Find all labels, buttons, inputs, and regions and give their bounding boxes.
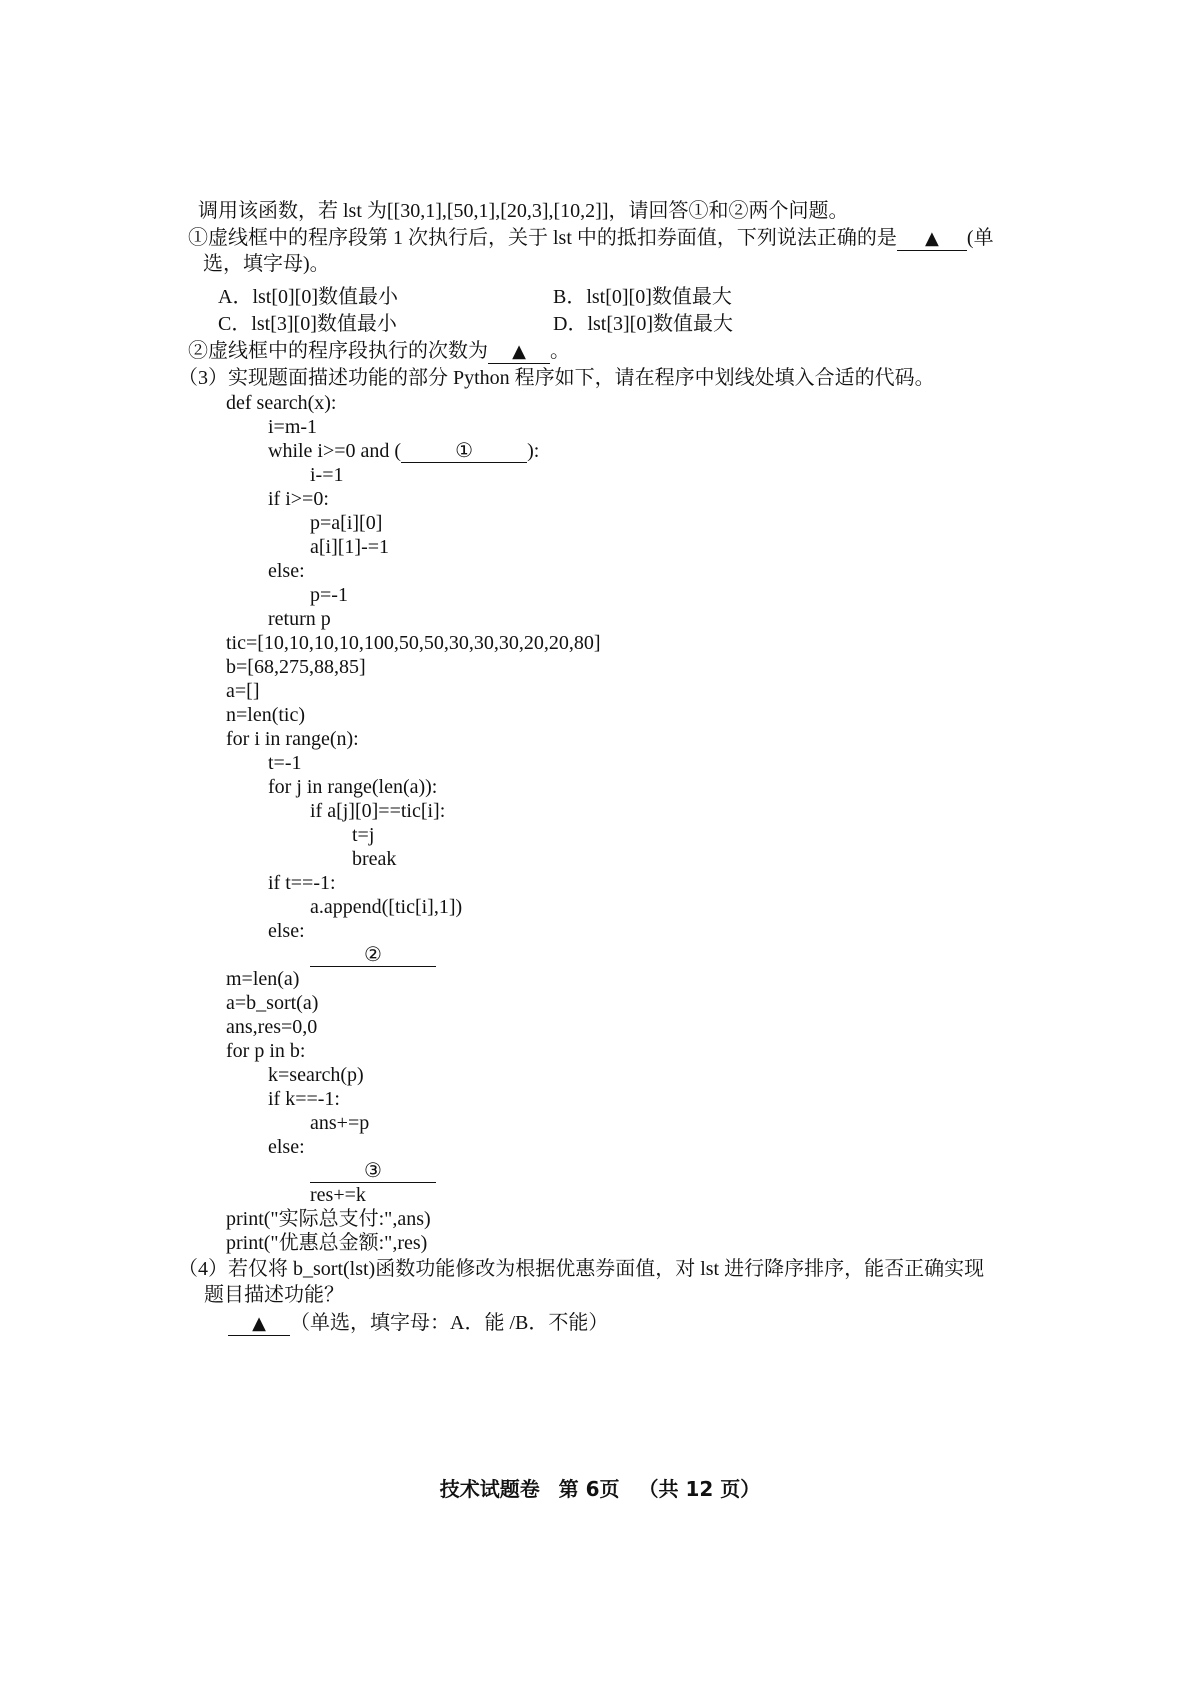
question-2-stem — [188, 339, 570, 364]
code-line: t=j — [352, 824, 375, 846]
question-1-stem-cont: 选，填字母)。 — [203, 253, 330, 275]
intro-text: 调用该函数，若 lst 为[[30,1],[50,1],[20,3],[10,2]]，请回答①和②两个问题。 — [198, 200, 849, 222]
code-line: for j in range(len(a)): — [268, 776, 438, 798]
code-line: else: — [268, 1136, 305, 1158]
code-blank-1[interactable] — [401, 440, 527, 463]
code-line: print("实际总支付:",ans) — [226, 1208, 431, 1230]
question-1-stem — [188, 226, 994, 251]
code-line: p=-1 — [310, 584, 348, 606]
question-3-stem: （3）实现题面描述功能的部分 Python 程序如下，请在程序中划线处填入合适的代码。 — [178, 367, 935, 389]
code-blank-3[interactable] — [310, 1160, 436, 1183]
code-line: def search(x): — [226, 392, 337, 414]
blank-number: ② — [364, 944, 382, 966]
code-line: for i in range(n): — [226, 728, 359, 750]
code-line: print("优惠总金额:",res) — [226, 1232, 428, 1254]
code-line: else: — [268, 920, 305, 942]
code-line: t=-1 — [268, 752, 302, 774]
question-1-stem-text: ①虚线框中的程序段第 1 次执行后，关于 lst 中的抵扣券面值，下列说法正确的是 — [188, 227, 897, 249]
code-line: if t==-1: — [268, 872, 336, 894]
code-line: tic=[10,10,10,10,100,50,50,30,30,30,20,20,80] — [226, 632, 601, 654]
question-2-stem-tail: 。 — [550, 340, 570, 362]
code-line: ans+=p — [310, 1112, 370, 1134]
code-text: ): — [527, 440, 540, 462]
code-line: i-=1 — [310, 464, 344, 486]
question-4-answer-tail: （单选，填字母：A．能 /B．不能） — [290, 1312, 609, 1334]
code-line: res+=k — [310, 1184, 366, 1206]
question-4-stem-cont: 题目描述功能？ — [204, 1284, 344, 1306]
code-line: return p — [268, 608, 331, 630]
code-text: while i>=0 and ( — [268, 440, 402, 462]
code-line: if a[j][0]==tic[i]: — [310, 800, 446, 822]
code-line: b=[68,275,88,85] — [226, 656, 366, 678]
code-blank-2[interactable] — [310, 944, 436, 967]
answer-blank-1[interactable] — [897, 227, 967, 251]
code-line: a=[] — [226, 680, 260, 702]
code-line: k=search(p) — [268, 1064, 364, 1086]
question-4-stem: （4）若仅将 b_sort(lst)函数功能修改为根据优惠券面值，对 lst 进行降序排序，能否正确实现 — [178, 1258, 985, 1280]
blank-number: ① — [455, 440, 474, 462]
code-line: p=a[i][0] — [310, 512, 383, 534]
blank-number: ③ — [364, 1160, 382, 1182]
code-line: break — [352, 848, 397, 870]
triangle-icon: ▲ — [252, 1313, 266, 1334]
triangle-icon: ▲ — [924, 228, 939, 249]
footer-total-pages: （共 12 页） — [638, 1477, 761, 1501]
answer-blank-4[interactable] — [228, 1312, 290, 1336]
question-1-stem-tail: (单 — [966, 227, 994, 249]
code-line: a.append([tic[i],1]) — [310, 896, 463, 918]
code-line: a[i][1]-=1 — [310, 536, 390, 558]
option-b: B．lst[0][0]数值最大 — [553, 286, 732, 308]
question-4-answer — [228, 1311, 608, 1336]
code-line: for p in b: — [226, 1040, 306, 1062]
code-line: if i>=0: — [268, 488, 329, 510]
page-footer — [0, 1473, 1200, 1502]
code-line: m=len(a) — [226, 968, 300, 990]
option-c: C．lst[3][0]数值最小 — [218, 313, 397, 335]
question-2-stem-text: ②虚线框中的程序段执行的次数为 — [188, 340, 488, 362]
code-line: a=b_sort(a) — [226, 992, 319, 1014]
code-line: else: — [268, 560, 305, 582]
code-line — [268, 439, 539, 463]
code-line: n=len(tic) — [226, 704, 306, 726]
code-line — [310, 943, 436, 967]
code-line — [310, 1159, 436, 1183]
code-line: if k==-1: — [268, 1088, 340, 1110]
footer-page-number: 第 6页 — [558, 1477, 620, 1501]
option-a: A．lst[0][0]数值最小 — [218, 286, 398, 308]
answer-blank-2[interactable] — [488, 340, 550, 364]
option-d: D．lst[3][0]数值最大 — [553, 313, 733, 335]
triangle-icon: ▲ — [512, 341, 526, 362]
footer-title: 技术试题卷 — [439, 1477, 540, 1501]
code-line: ans,res=0,0 — [226, 1016, 318, 1038]
code-line: i=m-1 — [268, 416, 318, 438]
